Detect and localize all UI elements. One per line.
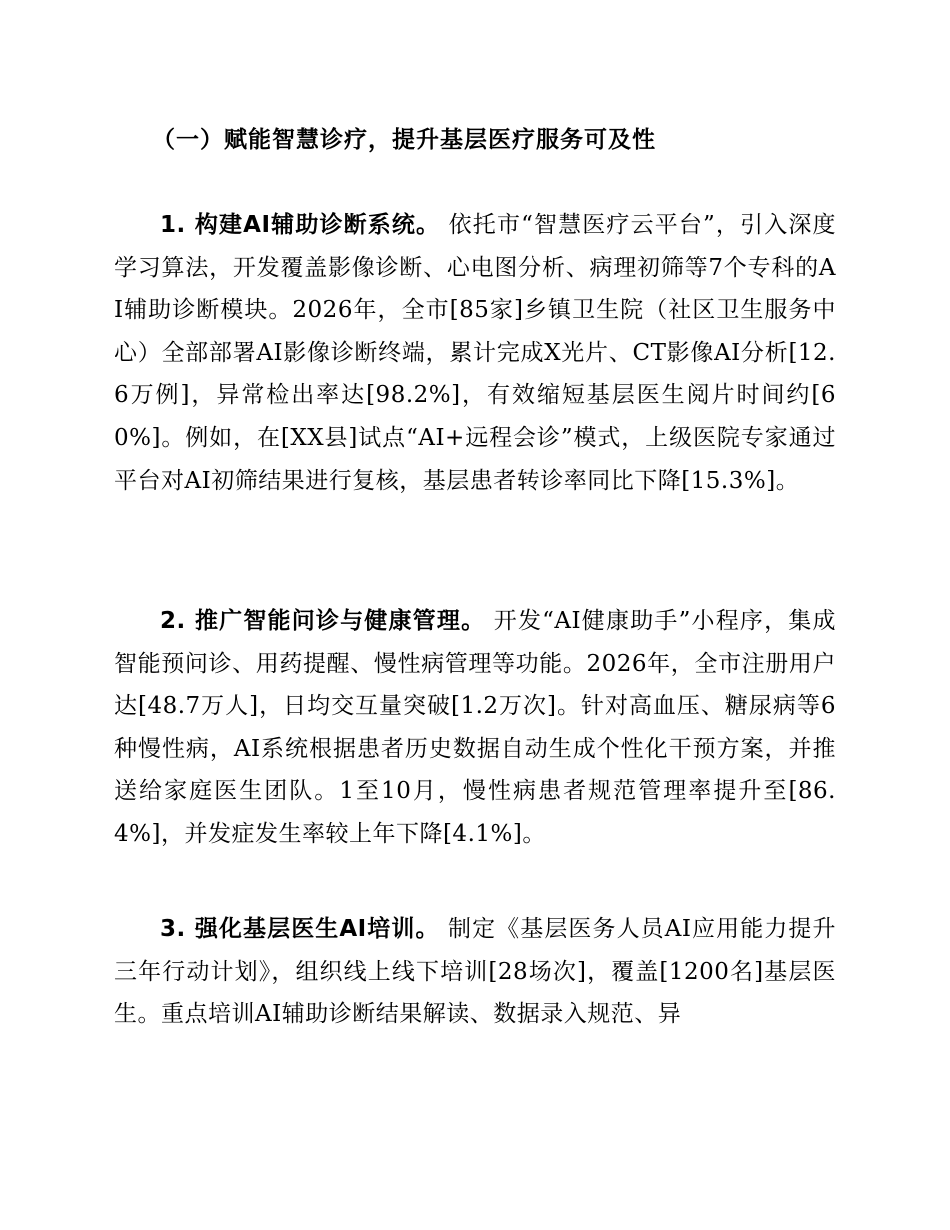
paragraph-body: 依托市“智慧医疗云平台”，引入深度学习算法，开发覆盖影像诊断、心电图分析、病理初筛等7个专科的AI辅助诊断模块。2026年，全市[85家]乡镇卫生院（社区卫生服务中心）全部部署AI影像诊断终端，累计完成X光片、CT影像AI分析[12.6万例]，异常检出率达[98.2%]，有效缩短基层医生阅片时间约[60%]。例如，在[XX县]试点“AI+远程会诊”模式，上级医院专家通过平台对AI初筛结果进行复核，基层患者转诊率同比下降[15.3%]。 xyxy=(114,212,836,494)
section-heading: （一）赋能智慧诊疗，提升基层医疗服务可及性 xyxy=(152,126,656,153)
paragraph-body: 开发“AI健康助手”小程序，集成智能预问诊、用药提醒、慢性病管理等功能。2026年，全市注册用户达[48.7万人]，日均交互量突破[1.2万次]。针对高血压、糖尿病等6种慢性病，AI系统根据患者历史数据自动生成个性化干预方案，并推送给家庭医生团队。1至10月，慢性病患者规范管理率提升至[86.4%]，并发症发生率较上年下降[4.1%]。 xyxy=(114,608,836,847)
paragraph-lead: 1. 构建AI辅助诊断系统。 xyxy=(160,212,441,238)
paragraph-lead: 2. 推广智能问诊与健康管理。 xyxy=(160,608,486,634)
paragraph-doctor-training xyxy=(114,908,836,1036)
paragraph-smart-consultation xyxy=(114,600,836,856)
paragraph-lead: 3. 强化基层医生AI培训。 xyxy=(160,916,440,942)
paragraph-ai-diagnosis xyxy=(114,204,836,502)
paragraph-body: 制定《基层医务人员AI应用能力提升三年行动计划》，组织线上线下培训[28场次]，覆盖[1200名]基层医生。重点培训AI辅助诊断结果解读、数据录入规范、异 xyxy=(114,916,836,1028)
